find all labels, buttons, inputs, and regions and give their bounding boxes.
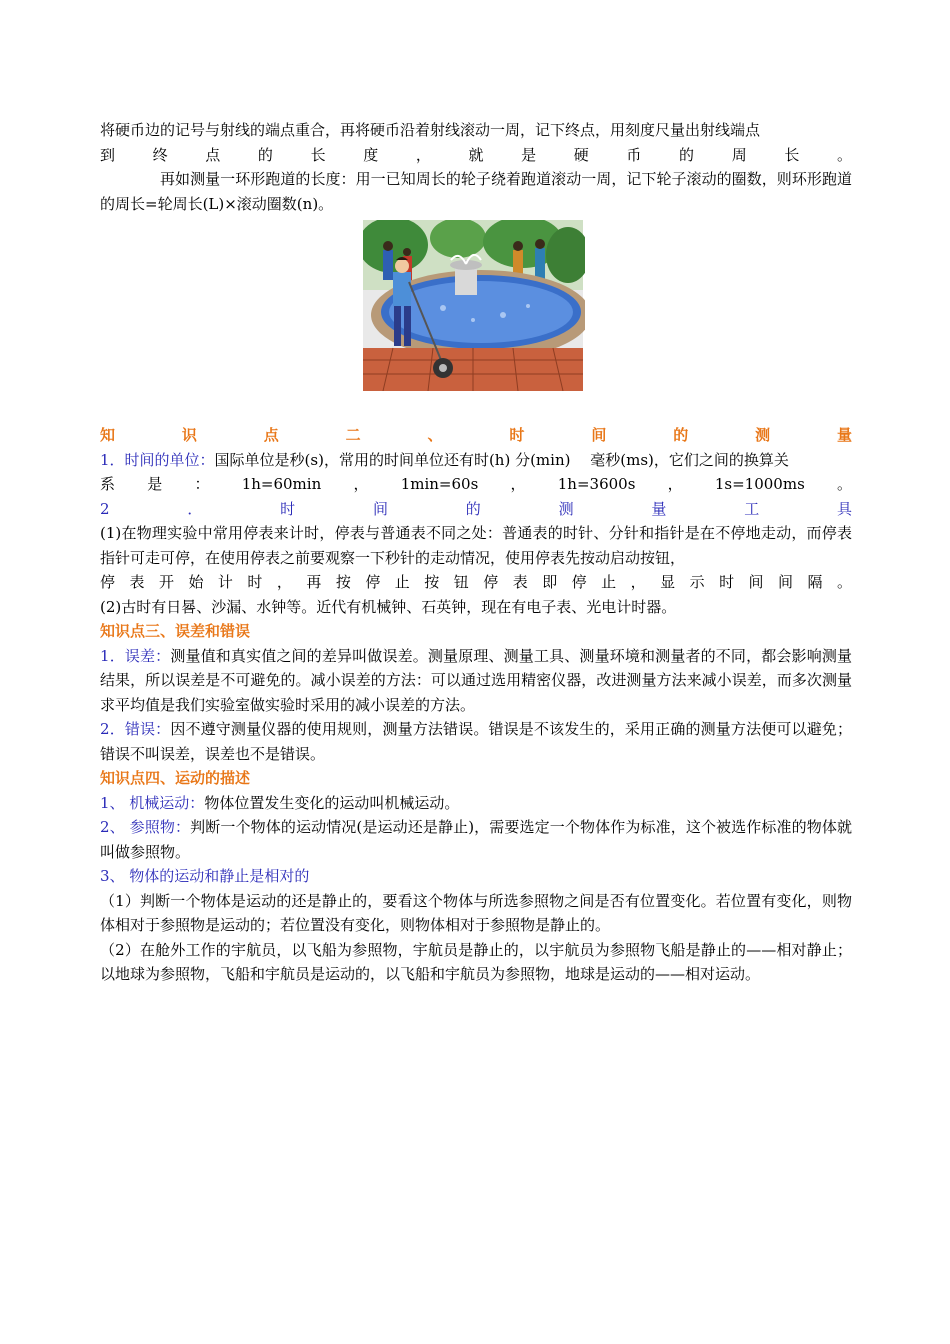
fountain-wheel-illustration (363, 220, 585, 391)
mechanical-motion-paragraph (100, 791, 852, 816)
error-paragraph (100, 644, 852, 718)
relative-motion-paragraph-1: （1）判断一个物体是运动的还是静止的，要看这个物体与所选参照物之间是否有位置变化。若位置有变化，则物体相对于参照物是运动的；若位置没有变化，则物体相对于参照物是静止的。 (100, 891, 852, 934)
relative-motion-heading: 3、 物体的运动和静止是相对的 (100, 867, 310, 885)
reference-object-label: 2、 参照物： (100, 818, 191, 836)
reference-object-paragraph (100, 815, 852, 864)
error-text: 测量值和真实值之间的差异叫做误差。测量原理、测量工具、测量环境和测量者的不同，都会影响测量结果，所以误差是不可避免的。减小误差的方法：可以通过选用精密仪器，改进测量方法来减小误差，而多次测量求平均值是我们实验室做实验时采用的减小误差的方法。 (100, 646, 852, 714)
stopwatch-paragraph-end: 停表开始计时，再按停止按钮停表即停止，显示时间间隔。 (100, 573, 852, 591)
mechanical-motion-text: 物体位置发生变化的运动叫机械运动。 (204, 793, 460, 812)
intro-line-2: 到终点的长度，就是硬币的周长。 (100, 145, 852, 164)
section-4-heading: 知识点四、运动的描述 (100, 769, 251, 787)
section-3-heading: 知识点三、误差和错误 (100, 622, 251, 640)
time-units-text-a: 国际单位是秒(s)，常用的时间单位还有时(h) 分(min) 毫秒(ms)，它们之间的换算关 (214, 450, 789, 469)
mechanical-motion-label: 1、 机械运动： (100, 793, 205, 812)
time-units-line-2: 系是：1h=60min，1min=60s，1h=3600s，1s=1000ms。 (100, 475, 852, 493)
intro-line-1: 将硬币边的记号与射线的端点重合，再将硬币沿着射线滚动一周，记下终点，用刻度尺量出射线端点 (100, 121, 761, 139)
ancient-clocks-paragraph: (2)古时有日晷、沙漏、水钟等。近代有机械钟、石英钟，现在有电子表、光电计时器。 (100, 597, 677, 616)
document-page (100, 118, 852, 987)
stopwatch-paragraph: (1)在物理实验中常用停表来计时，停表与普通表不同之处：普通表的时针、分针和指针是在不停地走动，而停表指针可走可停，在使用停表之前要观察一下秒针的走动情况，使用停表先按动启动按钮， (100, 524, 852, 567)
illustration-image (363, 220, 585, 391)
time-units-label: 1．时间的单位： (100, 450, 215, 469)
reference-object-text: 判断一个物体的运动情况(是运动还是静止)，需要选定一个物体作为标准，这个被选作标准的物体就叫做参照物。 (100, 818, 852, 861)
intro-paragraph-track: 再如测量一环形跑道的长度：用一已知周长的轮子绕着跑道滚动一周，记下轮子滚动的圈数，则环形跑道的周长=轮周长(L)×滚动圈数(n)。 (100, 170, 852, 213)
section-2-heading: 知识点二、时间的测量 (100, 426, 852, 444)
mistake-text: 因不遵守测量仪器的使用规则，测量方法错误。错误是不该发生的，采用正确的测量方法便可以避免；错误不叫误差，误差也不是错误。 (100, 720, 852, 763)
error-label: 1．误差： (100, 646, 171, 665)
mistake-label: 2．错误： (100, 720, 171, 738)
relative-motion-paragraph-2: （2）在舱外工作的宇航员，以飞船为参照物，宇航员是静止的，以宇航员为参照物飞船是静止的——相对静止；以地球为参照物，飞船和宇航员是运动的，以飞船和宇航员为参照物，地球是运动的——相对运动。 (100, 940, 852, 983)
time-tools-heading: 2．时间的测量工具 (100, 499, 852, 518)
mistake-paragraph (100, 717, 852, 766)
time-units-line-1 (100, 448, 852, 473)
